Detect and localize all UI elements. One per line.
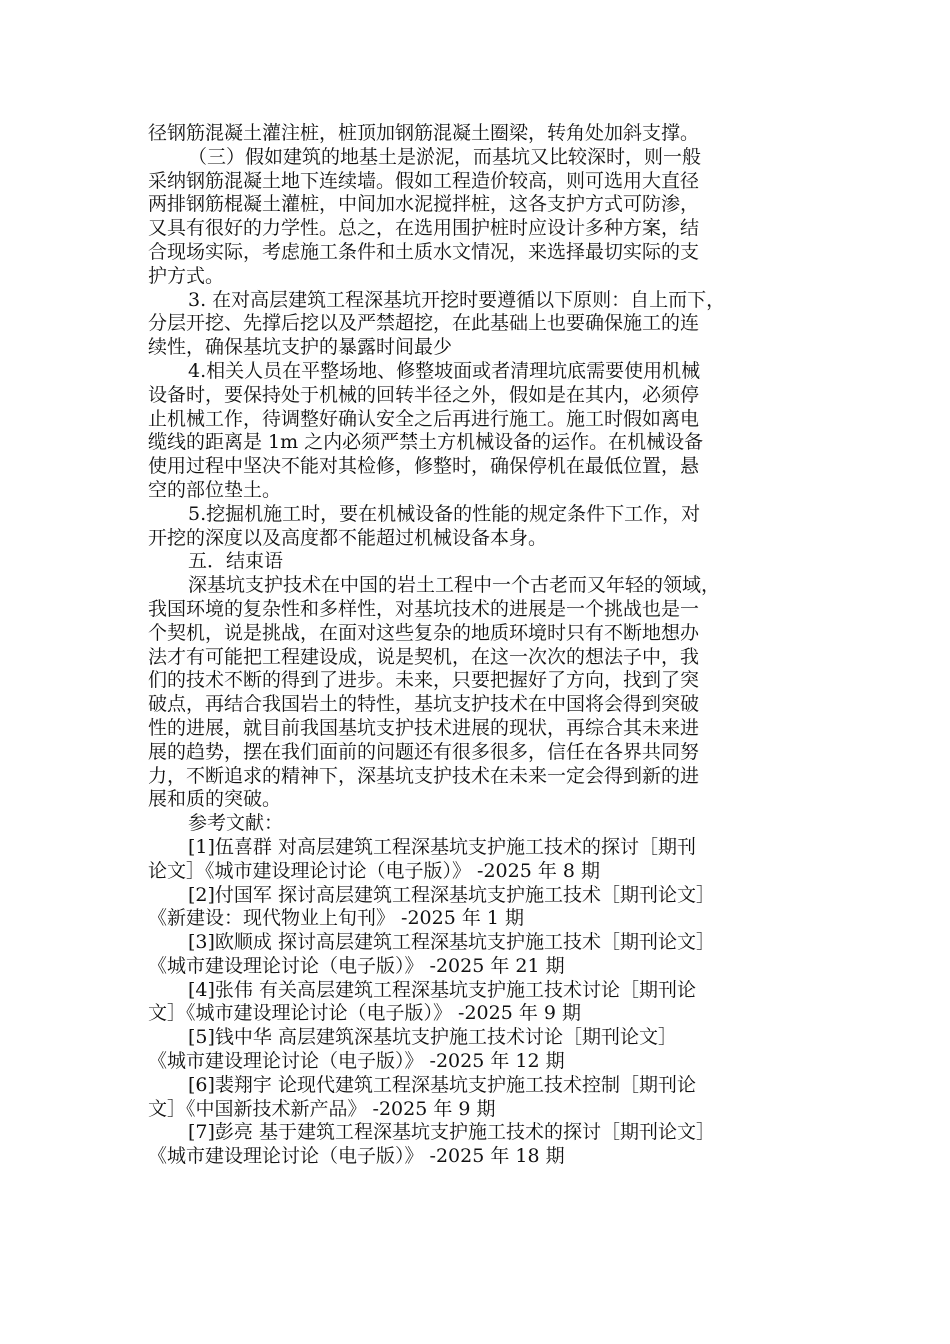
text-line: 又具有很好的力学性。总之，在选用围护桩时应设计多种方案，结 (148, 217, 700, 240)
text-line: 止机械工作，待调整好确认安全之后再进行施工。施工时假如离电 (148, 407, 700, 430)
text-line: 论文］《城市建设理论讨论（电子版）》 -2025 年 8 期 (148, 859, 601, 882)
text-line: [6]裴翔宇 论现代建筑工程深基坑支护施工技术控制［期刊论 (188, 1073, 696, 1096)
text-line: 文］《中国新技术新产品》 -2025 年 9 期 (148, 1097, 496, 1120)
text-line: 两排钢筋棍凝土灌桩，中间加水泥搅拌桩，这各支护方式可防渗， (148, 193, 700, 216)
text-line: 3. 在对高层建筑工程深基坑开挖时要遵循以下原则：自上而下， (188, 288, 726, 311)
text-line: [1]伍喜群 对高层建筑工程深基坑支护施工技术的探讨［期刊 (188, 835, 696, 858)
text-line: 性的进展，就目前我国基坑支护技术进展的现状，再综合其未来进 (148, 716, 700, 739)
text-line: 我国环境的复杂性和多样性，对基坑技术的进展是一个挑战也是一 (148, 597, 700, 620)
text-line: 护方式。 (148, 264, 225, 287)
text-line: 展和质的突破。 (148, 788, 282, 811)
text-line: 参考文献： (188, 812, 284, 835)
text-line: 径钢筋混凝土灌注桩，桩顶加钢筋混凝土圈梁，转角处加斜支撑。 (148, 122, 700, 144)
text-line: 使用过程中坚决不能对其检修，修整时，确保停机在最低位置，悬 (148, 455, 700, 478)
text-line: 文］《城市建设理论讨论（电子版）》 -2025 年 9 期 (148, 1002, 582, 1025)
text-line: 五．结束语 (188, 550, 284, 573)
text-line: 分层开挖、先撑后挖以及严禁超挖，在此基础上也要确保施工的连 (148, 312, 700, 335)
text-line: 设备时，要保持处于机械的回转半径之外，假如是在其内，必须停 (148, 383, 700, 406)
text-line: 破点，再结合我国岩土的特性，基坑支护技术在中国将会得到突破 (148, 693, 700, 716)
text-line: 力，不断追求的精神下，深基坑支护技术在未来一定会得到新的进 (148, 764, 700, 787)
text-line: 《城市建设理论讨论（电子版）》 -2025 年 18 期 (148, 1145, 565, 1168)
text-line: 开挖的深度以及高度都不能超过机械设备本身。 (148, 526, 548, 549)
text-line: 《城市建设理论讨论（电子版）》 -2025 年 12 期 (148, 1050, 565, 1073)
text-line: （三）假如建筑的地基土是淤泥，而基坑又比较深时，则一般 (188, 145, 702, 168)
text-line: 空的部位垫土。 (148, 478, 282, 501)
text-line: 展的趋势，摆在我们面前的问题还有很多很多，信任在各界共同努 (148, 740, 700, 763)
text-line: 们的技术不断的得到了进步。未来，只要把握好了方向，找到了突 (148, 669, 700, 692)
text-line: 《新建设：现代物业上旬刊》 -2025 年 1 期 (148, 907, 525, 930)
text-line: 法才有可能把工程建设成，说是契机，在这一次次的想法子中，我 (148, 645, 700, 668)
text-line: [3]欧顺成 探讨高层建筑工程深基坑支护施工技术［期刊论文］ (188, 931, 715, 954)
text-line: 《城市建设理论讨论（电子版）》 -2025 年 21 期 (148, 954, 565, 977)
text-line: [5]钱中华 高层建筑深基坑支护施工技术讨论［期刊论文］ (188, 1026, 677, 1049)
text-line: [7]彭亮 基于建筑工程深基坑支护施工技术的探讨［期刊论文］ (188, 1121, 715, 1144)
text-line: 缆线的距离是 1m 之内必须严禁土方机械设备的运作。在机械设备 (148, 431, 704, 454)
text-line: 5.挖掘机施工时，要在机械设备的性能的规定条件下工作，对 (188, 502, 701, 525)
text-line: 深基坑支护技术在中国的岩土工程中一个古老而又年轻的领域， (188, 574, 721, 597)
text-line: [4]张伟 有关高层建筑工程深基坑支护施工技术讨论［期刊论 (188, 978, 696, 1001)
document-page (148, 122, 812, 1169)
text-line: 采纳钢筋混凝土地下连续墙。假如工程造价较高，则可选用大直径 (148, 169, 700, 192)
text-line: 合现场实际，考虑施工条件和土质水文情况，来选择最切实际的支 (148, 240, 700, 263)
text-line: [2]付国军 探讨高层建筑工程深基坑支护施工技术［期刊论文］ (188, 883, 715, 906)
text-line: 4.相关人员在平整场地、修整坡面或者清理坑底需要使用机械 (188, 359, 701, 382)
text-line: 续性，确保基坑支护的暴露时间最少 (148, 336, 453, 359)
text-line: 个契机，说是挑战，在面对这些复杂的地质环境时只有不断地想办 (148, 621, 700, 644)
